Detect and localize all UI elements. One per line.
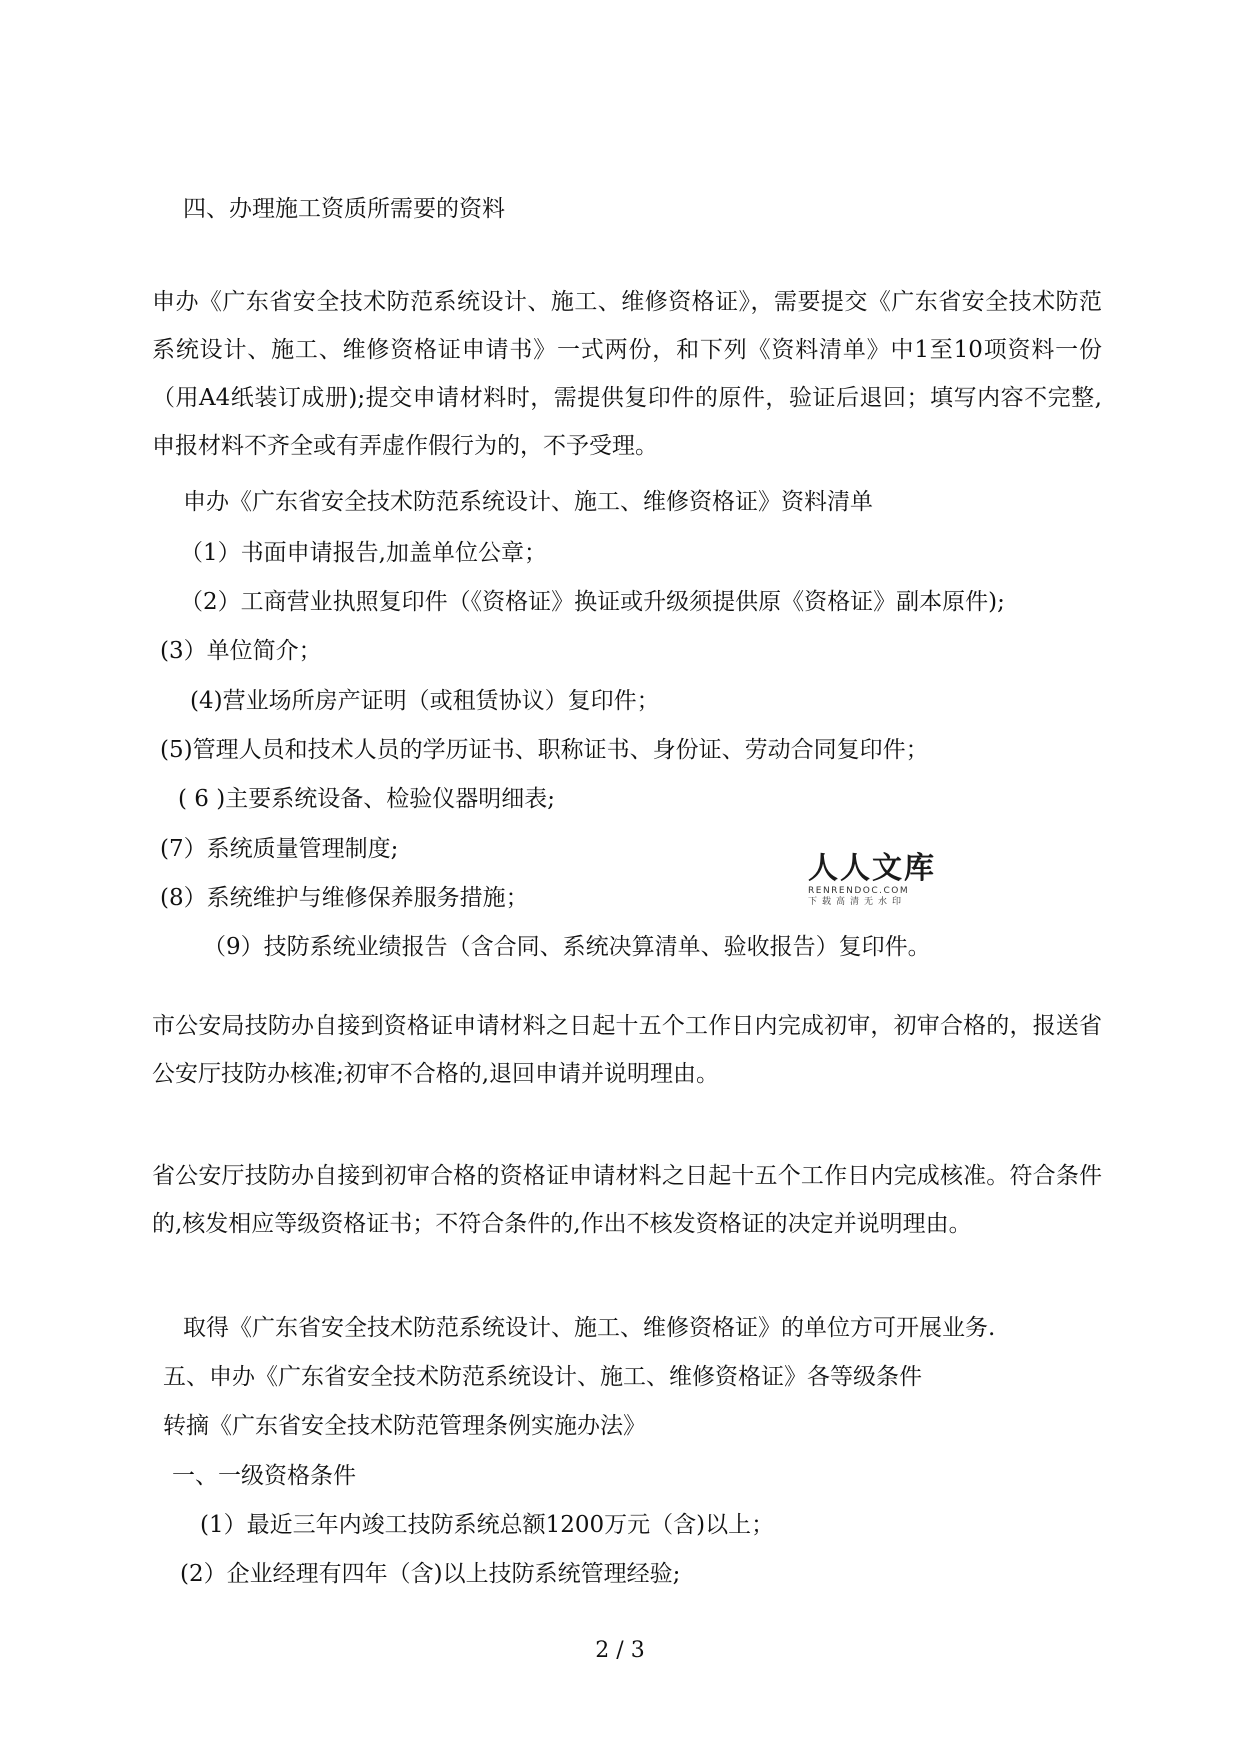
list-item: (4)营业场所房产证明（或租赁协议）复印件； bbox=[190, 688, 660, 714]
section-heading-five: 五、申办《广东省安全技术防范系统设计、施工、维修资格证》各等级条件 bbox=[163, 1364, 922, 1390]
city-review-paragraph: 市公安局技防办自接到资格证申请材料之日起十五个工作日内完成初审，初审合格的，报送省公安厅技防办核准;初审不合格的,退回申请并说明理由。 bbox=[152, 1013, 1102, 1087]
business-line: 取得《广东省安全技术防范系统设计、施工、维修资格证》的单位方可开展业务. bbox=[183, 1315, 996, 1341]
list-item: (7）系统质量管理制度; bbox=[160, 836, 399, 862]
watermark-subtitle: 下载高清无水印 bbox=[808, 897, 907, 907]
grade-one-item: (2）企业经理有四年（含)以上技防系统管理经验; bbox=[180, 1561, 681, 1587]
list-item: (8）系统维护与维修保养服务措施； bbox=[160, 885, 529, 911]
list-item: （1）书面申请报告,加盖单位公章； bbox=[180, 540, 547, 566]
list-item: ( 6 )主要系统设备、检验仪器明细表; bbox=[178, 786, 555, 812]
section-heading-four: 四、办理施工资质所需要的资料 bbox=[183, 196, 505, 222]
list-item: (5)管理人员和技术人员的学历证书、职称证书、身份证、劳动合同复印件； bbox=[160, 737, 929, 763]
list-item: （2）工商营业执照复印件（《资格证》换证或升级须提供原《资格证》副本原件); bbox=[180, 589, 1005, 615]
excerpt-line: 转摘《广东省安全技术防范管理条例实施办法》 bbox=[163, 1413, 646, 1439]
page-number: 2 / 3 bbox=[595, 1638, 645, 1663]
list-item: (3）单位简介； bbox=[160, 638, 322, 664]
list-title: 申办《广东省安全技术防范系统设计、施工、维修资格证》资料清单 bbox=[183, 489, 873, 515]
intro-paragraph: 申办《广东省安全技术防范系统设计、施工、维修资格证》，需要提交《广东省安全技术防范系统设计、施工、维修资格证申请书》一式两份，和下列《资料清单》中1至10项资料一份（用A4纸装订成册);提交申请材料时，需提供复印件的原件，验证后退回；填写内容不完整,申报材料不齐全或有弄虚作假行为的，不予受理。 bbox=[152, 289, 1102, 459]
watermark-logo bbox=[808, 852, 948, 908]
list-item: （9）技防系统业绩报告（含合同、系统决算清单、验收报告）复印件。 bbox=[203, 934, 931, 960]
grade-one-item: (1）最近三年内竣工技防系统总额1200万元（含)以上； bbox=[200, 1512, 775, 1538]
grade-one-heading: 一、一级资格条件 bbox=[172, 1463, 356, 1489]
watermark-url: RENRENDOC.COM bbox=[808, 886, 910, 896]
watermark-title: 人人文库 bbox=[808, 851, 936, 886]
province-review-paragraph: 省公安厅技防办自接到初审合格的资格证申请材料之日起十五个工作日内完成核准。符合条件的,核发相应等级资格证书；不符合条件的,作出不核发资格证的决定并说明理由。 bbox=[152, 1163, 1102, 1237]
